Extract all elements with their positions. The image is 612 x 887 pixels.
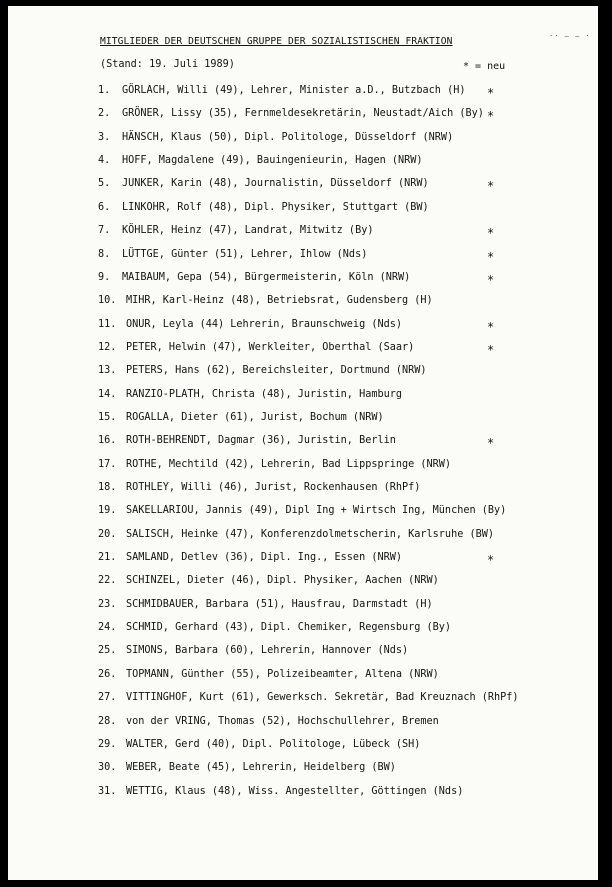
member-row	[8, 482, 598, 496]
document-title: MITGLIEDER DER DEUTSCHEN GRUPPE DER SOZIALISTISCHEN FRAKTION	[100, 36, 453, 47]
member-row	[8, 716, 598, 730]
member-number: 16.	[98, 435, 117, 447]
member-entry: JUNKER, Karin (48), Journalistin, Düsseldorf (NRW)	[122, 178, 429, 190]
member-number: 22.	[98, 575, 117, 587]
member-row	[8, 435, 598, 449]
member-entry: ROTHLEY, Willi (46), Jurist, Rockenhausen (RhPf)	[126, 482, 421, 493]
corner-mark: ·· ‒ ‒ ·	[549, 32, 591, 40]
new-member-marker: *	[487, 553, 495, 567]
new-member-legend: * = neu	[463, 61, 506, 72]
member-entry: MIHR, Karl-Heinz (48), Betriebsrat, Gudensberg (H)	[126, 295, 433, 307]
member-entry: ROGALLA, Dieter (61), Jurist, Bochum (NRW)	[126, 411, 384, 423]
member-row	[8, 389, 598, 403]
member-row	[8, 178, 598, 192]
document-body	[8, 6, 598, 880]
member-number: 23.	[98, 598, 117, 610]
member-number: 4.	[98, 155, 111, 167]
new-member-marker: *	[487, 319, 495, 334]
member-entry: LINKOHR, Rolf (48), Dipl. Physiker, Stuttgart (BW)	[122, 201, 429, 213]
member-row	[8, 365, 598, 379]
member-number: 21.	[98, 552, 117, 563]
member-number: 9.	[98, 271, 111, 283]
member-row	[8, 552, 598, 566]
member-row	[8, 459, 598, 473]
member-row	[8, 505, 598, 519]
new-member-marker: *	[487, 109, 495, 124]
member-number: 18.	[98, 482, 117, 493]
member-entry: TOPMANN, Günther (55), Polizeibeamter, Altena (NRW)	[126, 668, 439, 680]
member-entry: WETTIG, Klaus (48), Wiss. Angestellter, Göttingen (Nds)	[126, 785, 464, 797]
member-entry: von der VRING, Thomas (52), Hochschullehrer, Bremen	[126, 715, 439, 727]
member-number: 2.	[98, 108, 111, 120]
member-row	[8, 85, 598, 99]
member-row	[8, 692, 598, 706]
member-entry: ROTH-BEHRENDT, Dagmar (36), Juristin, Berlin	[126, 435, 396, 447]
new-member-marker: *	[487, 86, 495, 100]
member-entry: SCHMIDBAUER, Barbara (51), Hausfrau, Darmstadt (H)	[126, 598, 433, 610]
member-entry: WALTER, Gerd (40), Dipl. Politologe, Lübeck (SH)	[126, 738, 421, 750]
member-number: 5.	[98, 178, 111, 190]
member-number: 20.	[98, 528, 117, 540]
member-number: 13.	[98, 365, 117, 377]
member-number: 15.	[98, 411, 117, 423]
member-row	[8, 295, 598, 309]
member-number: 28.	[98, 715, 117, 727]
new-member-marker: *	[487, 226, 495, 241]
member-entry: PETERS, Hans (62), Bereichsleiter, Dortmund (NRW)	[126, 365, 427, 377]
member-entry: SAKELLARIOU, Jannis (49), Dipl Ing + Wirtsch Ing, München (By)	[126, 505, 507, 517]
member-number: 3.	[98, 131, 111, 143]
member-number: 27.	[98, 692, 117, 704]
member-entry: GRÖNER, Lissy (35), Fernmeldesekretärin, Neustadt/Aich (By)	[122, 108, 484, 120]
member-number: 8.	[98, 248, 111, 260]
member-number: 24.	[98, 622, 117, 634]
member-row	[8, 202, 598, 216]
member-number: 12.	[98, 341, 117, 353]
member-row	[8, 645, 598, 659]
member-row	[8, 575, 598, 589]
member-entry: SCHMID, Gerhard (43), Dipl. Chemiker, Regensburg (By)	[126, 622, 452, 634]
member-number: 31.	[98, 785, 117, 797]
member-entry: VITTINGHOF, Kurt (61), Gewerksch. Sekretär, Bad Kreuznach (RhPf)	[126, 692, 519, 704]
member-row	[8, 132, 598, 146]
member-row	[8, 762, 598, 776]
member-number: 10.	[98, 295, 117, 307]
member-row	[8, 225, 598, 239]
stand-date: (Stand: 19. Juli 1989)	[100, 59, 235, 70]
member-row	[8, 108, 598, 122]
member-row	[8, 249, 598, 263]
member-entry: LÜTTGE, Günter (51), Lehrer, Ihlow (Nds)	[122, 248, 368, 260]
member-entry: SCHINZEL, Dieter (46), Dipl. Physiker, Aachen (NRW)	[126, 575, 439, 587]
member-row	[8, 155, 598, 169]
member-entry: RANZIO-PLATH, Christa (48), Juristin, Hamburg	[126, 388, 403, 400]
member-row	[8, 342, 598, 356]
member-row	[8, 599, 598, 613]
member-entry: SIMONS, Barbara (60), Lehrerin, Hannover (Nds)	[126, 645, 409, 657]
member-row	[8, 319, 598, 333]
member-entry: ROTHE, Mechtild (42), Lehrerin, Bad Lippspringe (NRW)	[126, 458, 452, 470]
member-entry: SALISCH, Heinke (47), Konferenzdolmetscherin, Karlsruhe (BW)	[126, 528, 495, 540]
member-entry: SAMLAND, Detlev (36), Dipl. Ing., Essen (NRW)	[126, 552, 403, 563]
member-entry: PETER, Helwin (47), Werkleiter, Oberthal (Saar)	[126, 341, 415, 353]
member-entry: GÖRLACH, Willi (49), Lehrer, Minister a.D., Butzbach (H)	[122, 85, 466, 96]
new-member-marker: *	[487, 436, 495, 451]
new-member-marker: *	[487, 342, 495, 357]
member-number: 7.	[98, 225, 111, 237]
member-entry: WEBER, Beate (45), Lehrerin, Heidelberg (BW)	[126, 762, 396, 774]
member-number: 17.	[98, 458, 117, 470]
member-entry: ONUR, Leyla (44) Lehrerin, Braunschweig (Nds)	[126, 318, 403, 330]
member-row	[8, 622, 598, 636]
member-entry: HÄNSCH, Klaus (50), Dipl. Politologe, Düsseldorf (NRW)	[122, 131, 454, 143]
member-number: 14.	[98, 388, 117, 400]
member-number: 26.	[98, 668, 117, 680]
member-entry: MAIBAUM, Gepa (54), Bürgermeisterin, Köln (NRW)	[122, 271, 411, 283]
member-number: 29.	[98, 738, 117, 750]
member-number: 6.	[98, 201, 111, 213]
new-member-marker: *	[487, 249, 495, 264]
member-row	[8, 272, 598, 286]
member-row	[8, 739, 598, 753]
member-number: 1.	[98, 85, 111, 96]
member-entry: KÖHLER, Heinz (47), Landrat, Mitwitz (By)	[122, 225, 374, 237]
new-member-marker: *	[487, 272, 495, 287]
document-page	[8, 6, 598, 880]
member-number: 25.	[98, 645, 117, 657]
member-number: 19.	[98, 505, 117, 517]
member-row	[8, 529, 598, 543]
member-entry: HOFF, Magdalene (49), Bauingenieurin, Hagen (NRW)	[122, 155, 423, 167]
member-number: 30.	[98, 762, 117, 774]
member-row	[8, 786, 598, 800]
member-row	[8, 412, 598, 426]
member-number: 11.	[98, 318, 117, 330]
member-row	[8, 669, 598, 683]
new-member-marker: *	[487, 179, 495, 194]
